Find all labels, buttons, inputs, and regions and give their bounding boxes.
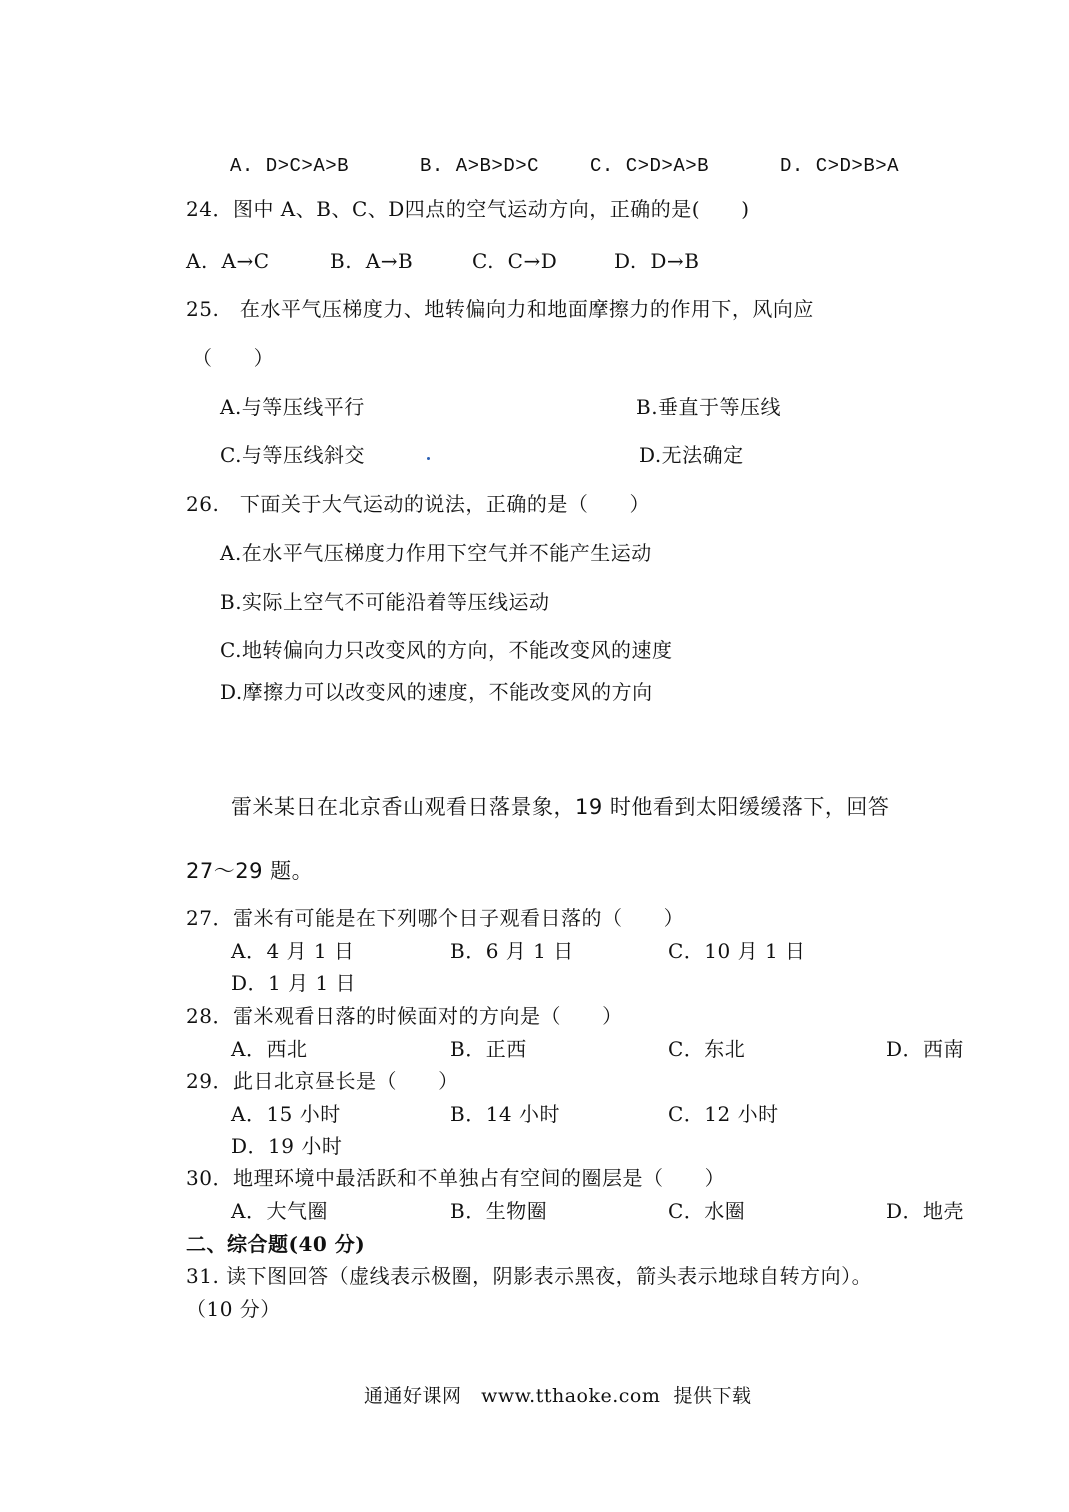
q30-question: 30．地理环境中最活跃和不单独占有空间的圈层是（ ）	[186, 1166, 726, 1190]
q24-option-a: A. A→C	[186, 249, 270, 273]
q24-option-d: D. D→B	[614, 249, 700, 273]
q29-option-b: B．14 小时	[450, 1102, 561, 1126]
q28-question: 28．雷米观看日落的时候面对的方向是（ ）	[186, 1004, 623, 1028]
q27-option-a: A．4 月 1 日	[231, 939, 355, 963]
q25-option-a: A.与等压线平行	[220, 395, 365, 419]
q26-option-b: B.实际上空气不可能沿着等压线运动	[220, 590, 550, 614]
section-2-heading: 二、综合题(40 分)	[186, 1232, 366, 1256]
q26-option-d: D.摩擦力可以改变风的速度，不能改变风的方向	[220, 680, 653, 704]
q26-option-a: A.在水平气压梯度力作用下空气并不能产生运动	[220, 541, 652, 565]
q27-option-b: B．6 月 1 日	[450, 939, 574, 963]
q28-option-b: B．正西	[450, 1037, 527, 1061]
q26-option-c: C.地转偏向力只改变风的方向，不能改变风的速度	[220, 638, 673, 662]
q30-option-b: B．生物圈	[450, 1199, 548, 1223]
q24-option-b: B. A→B	[330, 249, 414, 273]
q30-option-a: A．大气圈	[231, 1199, 328, 1223]
q28-option-d: D．西南	[886, 1037, 965, 1061]
q30-option-c: C．水圈	[668, 1199, 746, 1223]
q25-option-c: C.与等压线斜交	[220, 443, 365, 467]
passage-line-1: 雷米某日在北京香山观看日落景象，19 时他看到太阳缓缓落下，回答	[231, 795, 890, 819]
q25-paren: （ ）	[192, 346, 275, 370]
q27-question: 27．雷米有可能是在下列哪个日子观看日落的（ ）	[186, 906, 685, 930]
q31-question: 31. 读下图回答（虚线表示极圈，阴影表示黑夜，箭头表示地球自转方向）。	[186, 1264, 873, 1288]
q23-option-b: B. A>B>D>C	[420, 155, 540, 177]
q27-option-d: D．1 月 1 日	[231, 971, 357, 995]
q23-option-a: A. D>C>A>B	[230, 155, 350, 177]
q26-question: 26. 下面关于大气运动的说法，正确的是（ ）	[186, 492, 651, 516]
q29-option-c: C．12 小时	[668, 1102, 779, 1126]
q27-option-c: C．10 月 1 日	[668, 939, 806, 963]
q29-option-a: A．15 小时	[231, 1102, 341, 1126]
q28-option-a: A．西北	[231, 1037, 308, 1061]
passage-line-2: 27～29 题。	[186, 859, 314, 883]
q31-points: （10 分）	[186, 1297, 281, 1321]
q29-question: 29．此日北京昼长是（ ）	[186, 1069, 459, 1093]
q25-option-d: D.无法确定	[639, 443, 744, 467]
q23-option-c: C. C>D>A>B	[590, 155, 710, 177]
q25-question: 25. 在水平气压梯度力、地转偏向力和地面摩擦力的作用下，风向应	[186, 297, 814, 321]
q25-option-b: B.垂直于等压线	[636, 395, 782, 419]
q28-option-c: C．东北	[668, 1037, 746, 1061]
q23-option-d: D. C>D>B>A	[780, 155, 900, 177]
q24-question: 24．图中 A、B、C、D四点的空气运动方向，正确的是( )	[186, 197, 750, 221]
q24-option-c: C. C→D	[472, 249, 558, 273]
q29-option-d: D．19 小时	[231, 1134, 343, 1158]
footer-text: 通通好课网 www.tthaoke.com 提供下载	[364, 1385, 752, 1407]
q30-option-d: D．地壳	[886, 1199, 965, 1223]
stray-dot	[427, 457, 430, 460]
